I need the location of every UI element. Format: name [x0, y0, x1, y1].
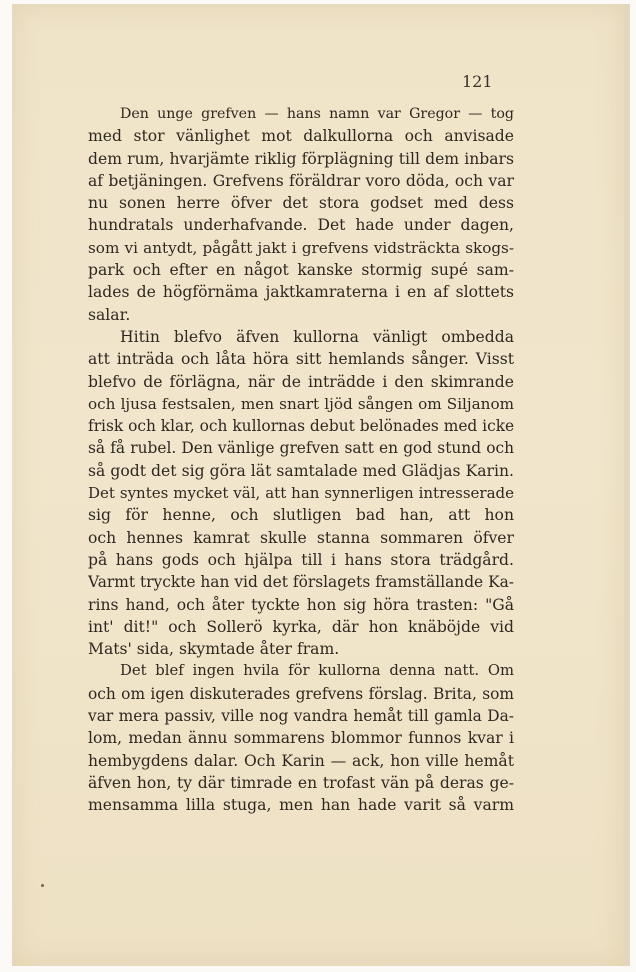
text-line: salar. [88, 305, 131, 324]
page-edge [624, 4, 630, 966]
page-number: 121 [462, 72, 493, 91]
text-line: att inträda och låta höra sitt hemlands sånger. Visst [88, 350, 514, 369]
text-line: blefvo de förlägna, när de inträdde i den skimrande [88, 372, 514, 391]
body-text [88, 103, 514, 817]
text-line: hembygdens dalar. Och Karin — ack, hon ville hemåt [88, 751, 514, 770]
text-line: nu sonen herre öfver det stora godset med dess [88, 194, 514, 213]
text-line: Det syntes mycket väl, att han synnerligen intresserade [88, 484, 514, 503]
text-line: park och efter en något kanske stormig supé sam- [88, 261, 514, 280]
text-line: som vi antydt, pågått jakt i grefvens vidsträckta skogs- [88, 238, 514, 257]
text-line: Hitin blefvo äfven kullorna vänligt ombedda [120, 327, 514, 346]
text-line: äfven hon, ty där timrade en trofast vän på deras ge- [88, 773, 514, 792]
text-line: och hennes kamrat skulle stanna sommaren öfver [88, 528, 514, 547]
text-line: Mats' sida, skymtade åter fram. [88, 640, 340, 659]
ink-speck [41, 884, 44, 887]
text-line: mensamma lilla stuga, men han hade varit så varm [88, 796, 514, 815]
text-line: och om igen diskuterades grefvens förslag. Brita, som [88, 684, 514, 703]
text-line: hundratals underhafvande. Det hade under dagen, [88, 216, 514, 235]
text-line: af betjäningen. Grefvens föräldrar voro döda, och var [88, 171, 514, 190]
text-line: var mera passiv, ville nog vandra hemåt till gamla Da- [88, 707, 514, 726]
text-line: frisk och klar, och kullornas debut belönades med icke [88, 417, 515, 436]
text-line: så få rubel. Den vänlige grefven satt en god stund och [88, 439, 514, 458]
text-line: Det blef ingen hvila för kullorna denna natt. Om [120, 662, 514, 680]
text-line: dem rum, hvarjämte riklig förplägning till dem inbars [88, 149, 514, 168]
text-line: lom, medan ännu sommarens blommor funnos kvar i [88, 729, 514, 748]
text-line: lades de högförnäma jaktkamraterna i en af slottets [88, 283, 514, 302]
text-line: Varmt tryckte han vid det förslagets framställande Ka- [88, 573, 514, 592]
text-line: rins hand, och åter tyckte hon sig höra trasten: "Gå [88, 595, 514, 614]
text-line: så godt det sig göra lät samtalade med Glädjas Karin. [88, 461, 514, 480]
text-line: sig för henne, och slutligen bad han, att hon [88, 506, 514, 525]
paragraph-2 [88, 326, 514, 660]
text-line: och ljusa festsalen, men snart ljöd sången om Siljanom [88, 394, 514, 413]
paragraph-1 [88, 103, 514, 326]
paragraph-3 [88, 660, 514, 816]
text-line: int' dit!" och Sollerö kyrka, där hon knäböjde vid [88, 617, 514, 636]
text-line: Den unge grefven — hans namn var Gregor — tog [120, 106, 514, 122]
text-line: på hans gods och hjälpa till i hans stora trädgård. [88, 550, 514, 569]
text-line: med stor vänlighet mot dalkullorna och anvisade [88, 127, 514, 146]
